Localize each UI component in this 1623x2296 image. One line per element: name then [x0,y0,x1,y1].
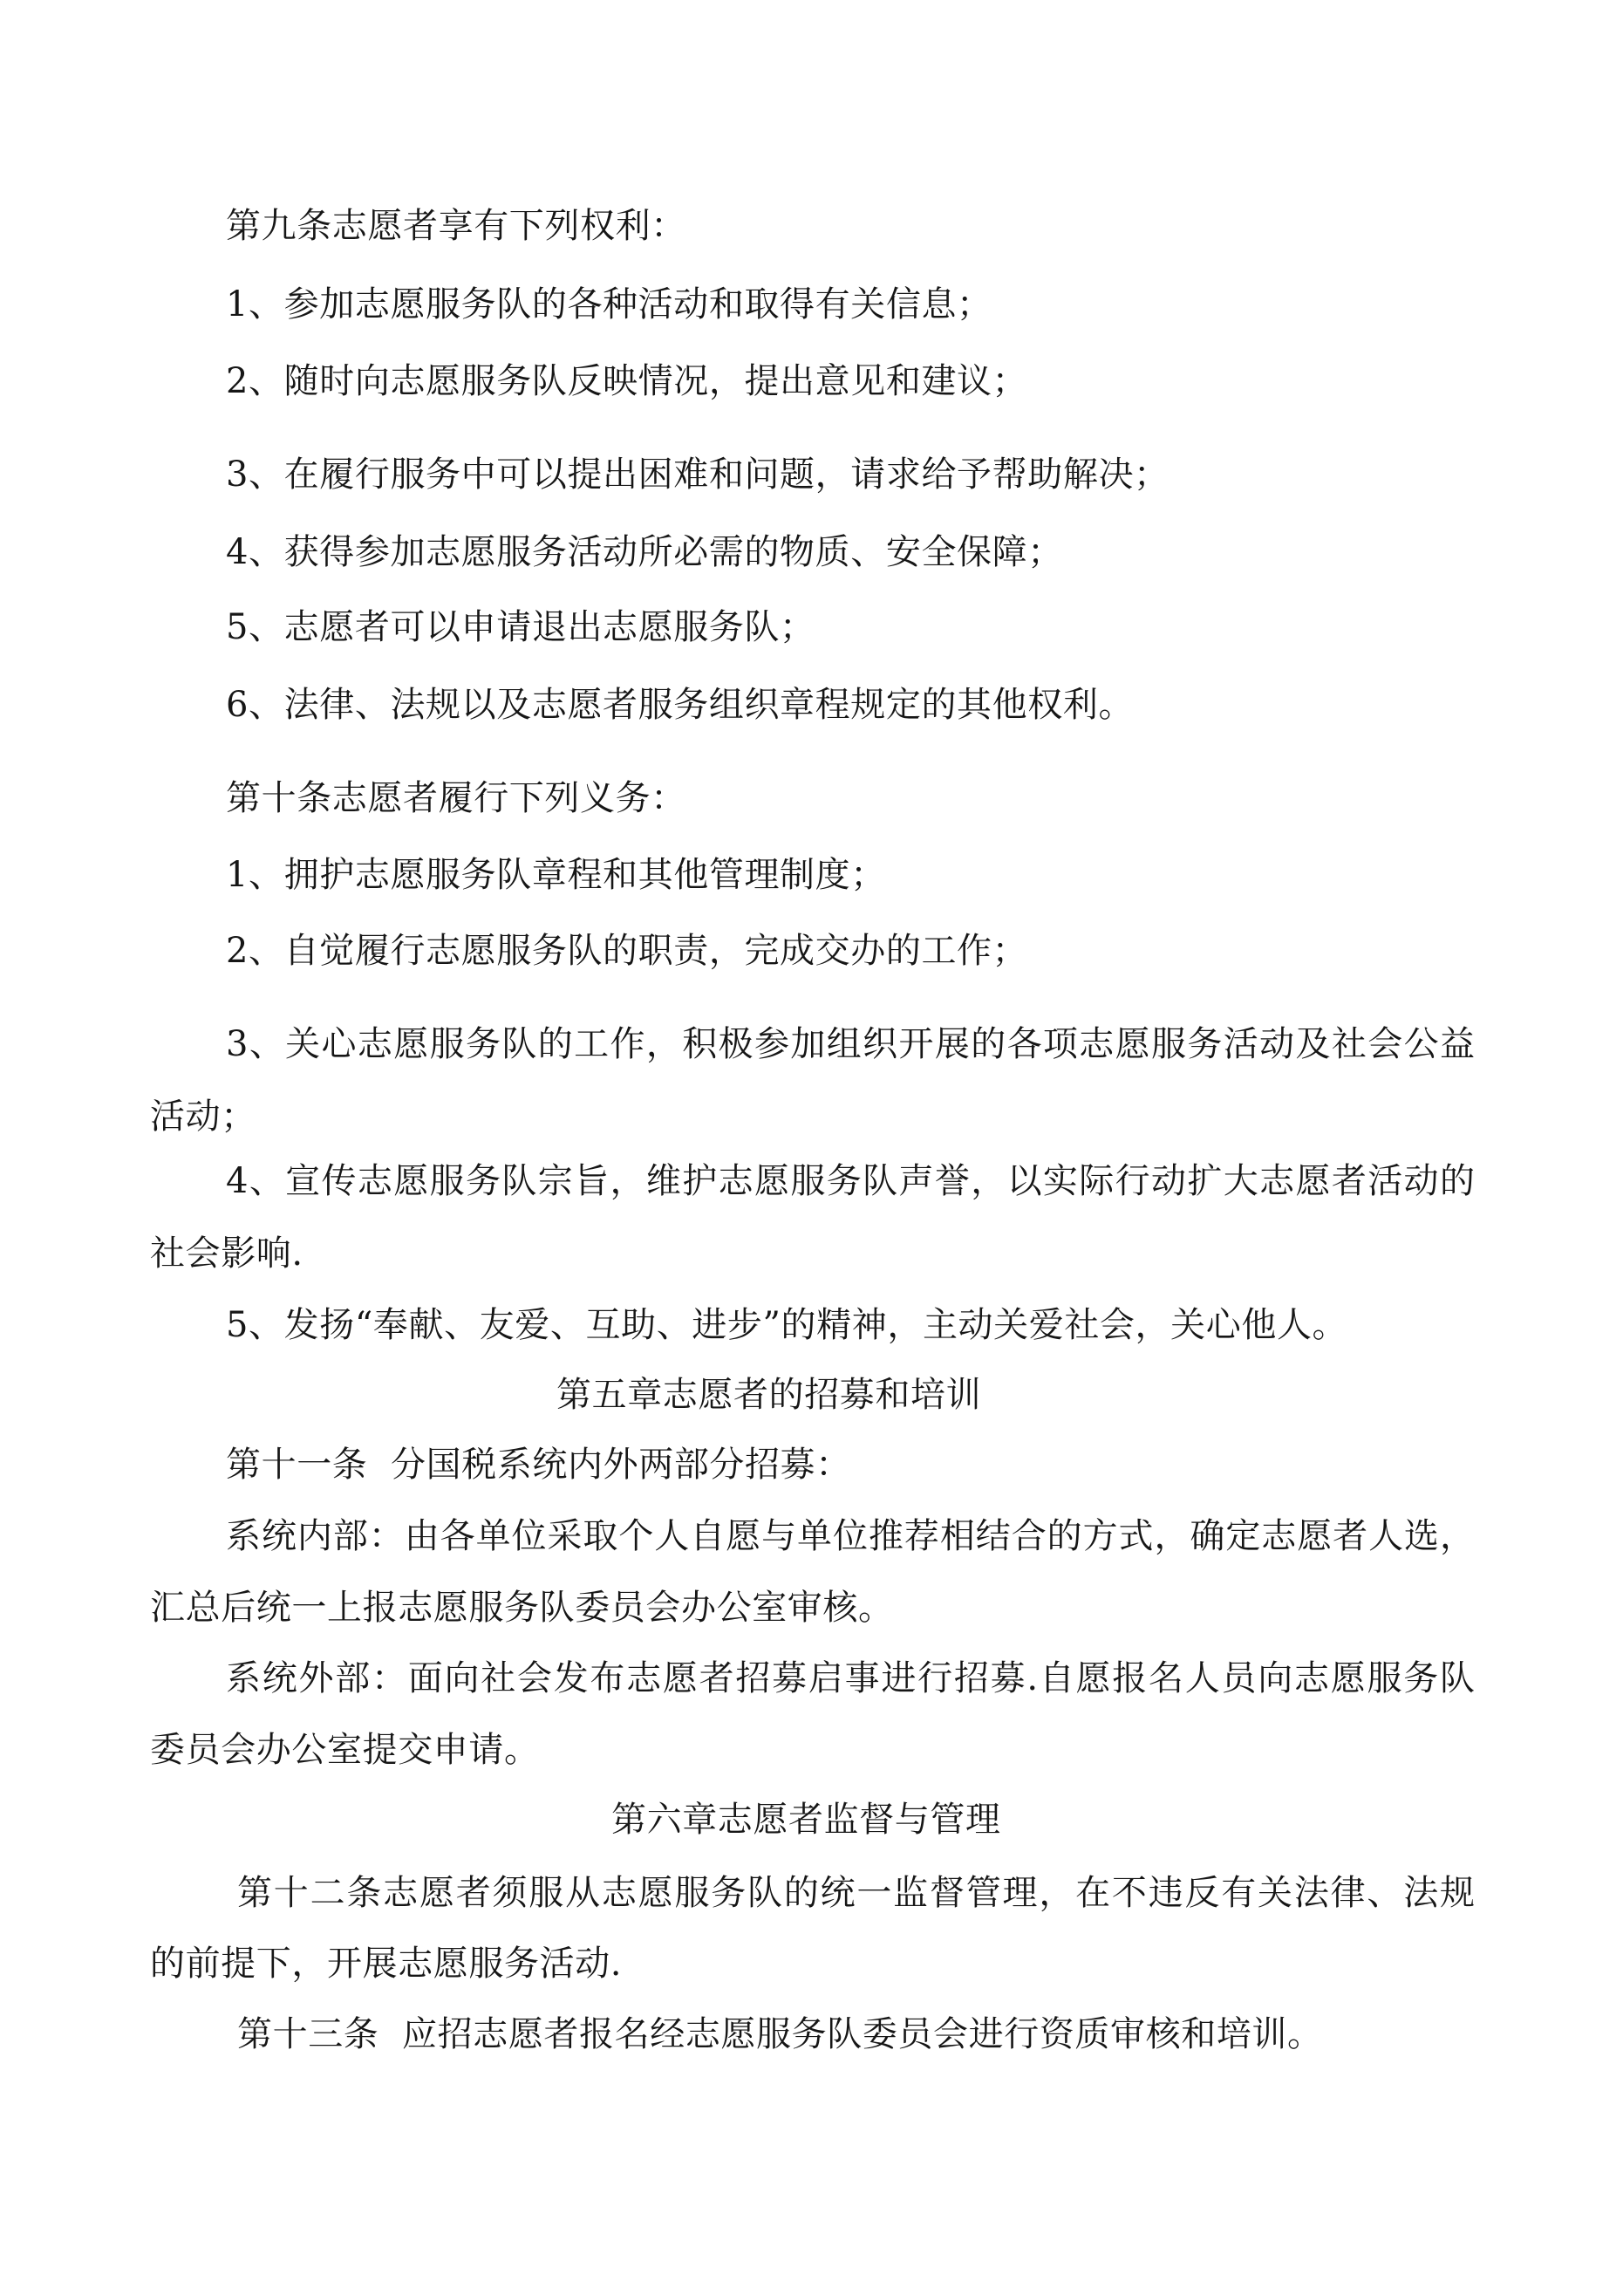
article-10-heading: 第十条志愿者履行下列义务： [226,778,686,818]
article-11-internal-line-2: 汇总后统一上报志愿服务队委员会办公室审核。 [150,1588,894,1628]
article-11-external-line-2: 委员会办公室提交申请。 [150,1730,540,1770]
article-12-line-2: 的前提下，开展志愿服务活动. [150,1944,623,1984]
article-9-item-5: 5、志愿者可以申请退出志愿服务队； [226,607,815,647]
article-10-item-4-line-1: 4、宣传志愿服务队宗旨，维护志愿服务队声誉，以实际行动扩大志愿者活动的 [226,1161,1475,1201]
article-10-item-3-line-1: 3、关心志愿服务队的工作，积极参加组织开展的各项志愿服务活动及社会公益 [226,1024,1475,1064]
article-10-item-5: 5、发扬“奉献、友爱、互助、进步”的精神，主动关爱社会，关心他人。 [226,1305,1348,1345]
article-9-item-3: 3、在履行服务中可以提出困难和问题，请求给予帮助解决； [226,454,1170,495]
article-9-item-6: 6、法律、法规以及志愿者服务组织章程规定的其他权利。 [226,685,1135,725]
article-9-item-4: 4、获得参加志愿服务活动所必需的物质、安全保障； [226,532,1063,572]
article-11-external-line-1: 系统外部：面向社会发布志愿者招募启事进行招募.自愿报名人员向志愿服务队 [226,1658,1475,1698]
article-13: 第十三条 应招志愿者报名经志愿服务队委员会进行资质审核和培训。 [237,2014,1323,2054]
article-12-line-1: 第十二条志愿者须服从志愿服务队的统一监督管理，在不违反有关法律、法规 [237,1873,1475,1913]
article-10-item-4-line-2: 社会影响. [150,1233,303,1274]
chapter-6-title: 第六章志愿者监督与管理 [611,1800,1001,1840]
chapter-5-title: 第五章志愿者的招募和培训 [556,1375,982,1415]
article-11-heading: 第十一条 分国税系统内外两部分招募： [226,1445,851,1485]
article-9-item-2: 2、随时向志愿服务队反映情况，提出意见和建议； [226,361,1028,401]
article-10-item-1: 1、拥护志愿服务队章程和其他管理制度； [226,855,886,895]
article-9-heading: 第九条志愿者享有下列权利： [226,206,686,246]
article-10-item-3-line-2: 活动； [150,1097,256,1137]
article-10-item-2: 2、自觉履行志愿服务队的职责，完成交办的工作； [226,931,1028,971]
article-9-item-1: 1、参加志愿服务队的各种活动和取得有关信息； [226,284,992,325]
article-11-internal-line-1: 系统内部：由各单位采取个人自愿与单位推荐相结合的方式，确定志愿者人选， [226,1516,1475,1556]
